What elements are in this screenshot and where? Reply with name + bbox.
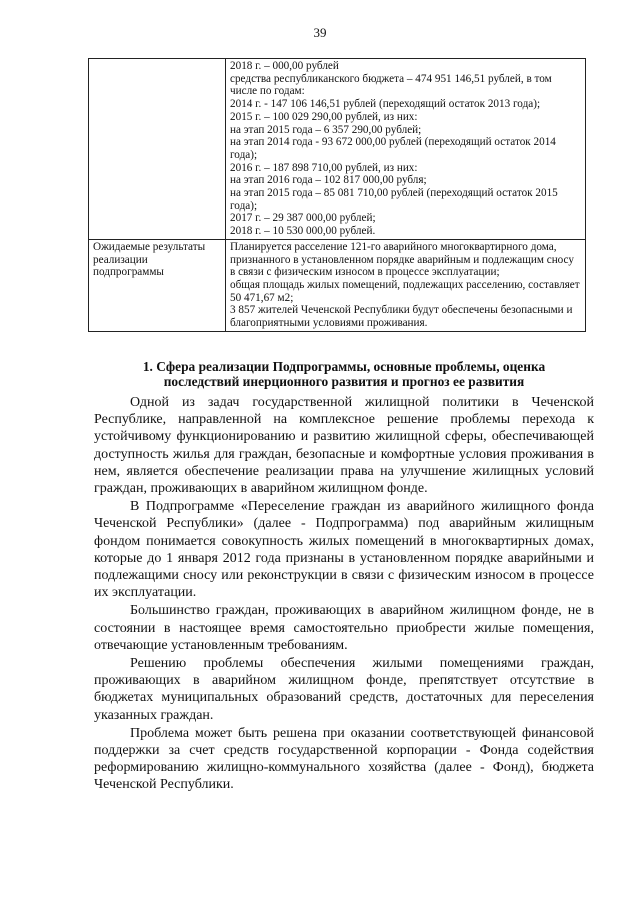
table-cell-funding-details [226,59,586,240]
funding-line: 2018 г. – 000,00 рублей [230,60,339,72]
section-heading-line: 1. Сфера реализации Подпрограммы, основные проблемы, оценка [142,359,546,374]
table-row-expected-results [89,239,586,331]
result-line: Планируется расселение 121-го аварийного многоквартирного дома, признанного в установленном порядке аварийным и подлежащим сносу в связи с физическим износом в процессе эксплуатации; [230,240,574,279]
page-number: 39 [313,25,327,40]
section-heading-line: последствий инерционного развития и прогноз ее развития [163,374,525,389]
subprogram-passport-table [88,58,586,332]
table-row-funding [89,59,586,240]
funding-line: на этап 2014 года - 93 672 000,00 рублей (переходящий остаток 2014 года); [230,136,556,161]
funding-line: 2016 г. – 187 898 710,00 рублей, из них: [230,161,418,174]
funding-line: 2015 г. – 100 029 290,00 рублей, из них: [230,110,418,123]
funding-line: 2018 г. – 10 530 000,00 рублей. [230,225,376,238]
funding-line: 2014 г. - 147 106 146,51 рублей (переходящий остаток 2013 года); [230,98,541,111]
paragraph: В Подпрограмме «Переселение граждан из аварийного жилищного фонда Чеченской Республики» (далее - Подпрограмма) под аварийным жилищным фондом понимается совокупность жилых помещений в многоквартирных домах, которые до 1 января 2012 года признаны в установленном порядке аварийными и подлежащими сносу или реконструкции в связи с физическим износом в процессе их эксплуатации. [94,499,594,601]
paragraph: Проблема может быть решена при оказании соответствующей финансовой поддержки за счет средств государственной корпорации - Фонда содействия реформированию жилищно-коммунального хозяйства (далее - Фонд), бюджета Чеченской Республики. [94,725,594,793]
funding-line: на этап 2015 года – 6 357 290,00 рублей; [230,123,422,136]
funding-line: средства республиканского бюджета – 474 951 146,51 рублей, в том числе по годам: [230,72,552,98]
paragraph: Большинство граждан, проживающих в аварийном жилищном фонде, не в состоянии в настоящее время самостоятельно приобрести жилые помещения, отвечающие установленным требованиям. [94,603,594,653]
table-cell-expected-results [226,239,586,331]
funding-line: на этап 2016 года – 102 817 000,00 рубля; [230,174,427,187]
paragraph: Решению проблемы обеспечения жилыми помещениями граждан, проживающих в аварийном жилищном фонде, препятствует отсутствие в бюджетах муниципальных образований средств, достаточных для переселения указанных граждан. [94,656,594,723]
result-line: 3 857 жителей Чеченской Республики будут обеспечены безопасными и благоприятными условиями проживания. [230,304,573,330]
funding-line: 2017 г. – 29 387 000,00 рублей; [230,212,376,225]
table-cell-label [89,59,226,240]
table-cell-label-expected-results: Ожидаемые результаты реализации подпрограммы [89,239,226,331]
section-heading [94,359,594,389]
result-line: общая площадь жилых помещений, подлежащих расселению, составляет 50 471,67 м2; [230,278,580,304]
section-body [94,394,594,795]
funding-line: на этап 2015 года – 85 081 710,00 рублей (переходящий остаток 2015 года); [230,187,558,212]
paragraph: Одной из задач государственной жилищной политики в Чеченской Республике, направленной на комплексное решение проблемы перехода к устойчивому функционированию и развитию жилищной сферы, обеспечивающей доступность жилья для граждан, безопасные и комфортные условия проживания в нем, является обеспечение реализации права на улучшение жилищных условий граждан, проживающих в аварийном жилищном фонде. [94,395,594,497]
